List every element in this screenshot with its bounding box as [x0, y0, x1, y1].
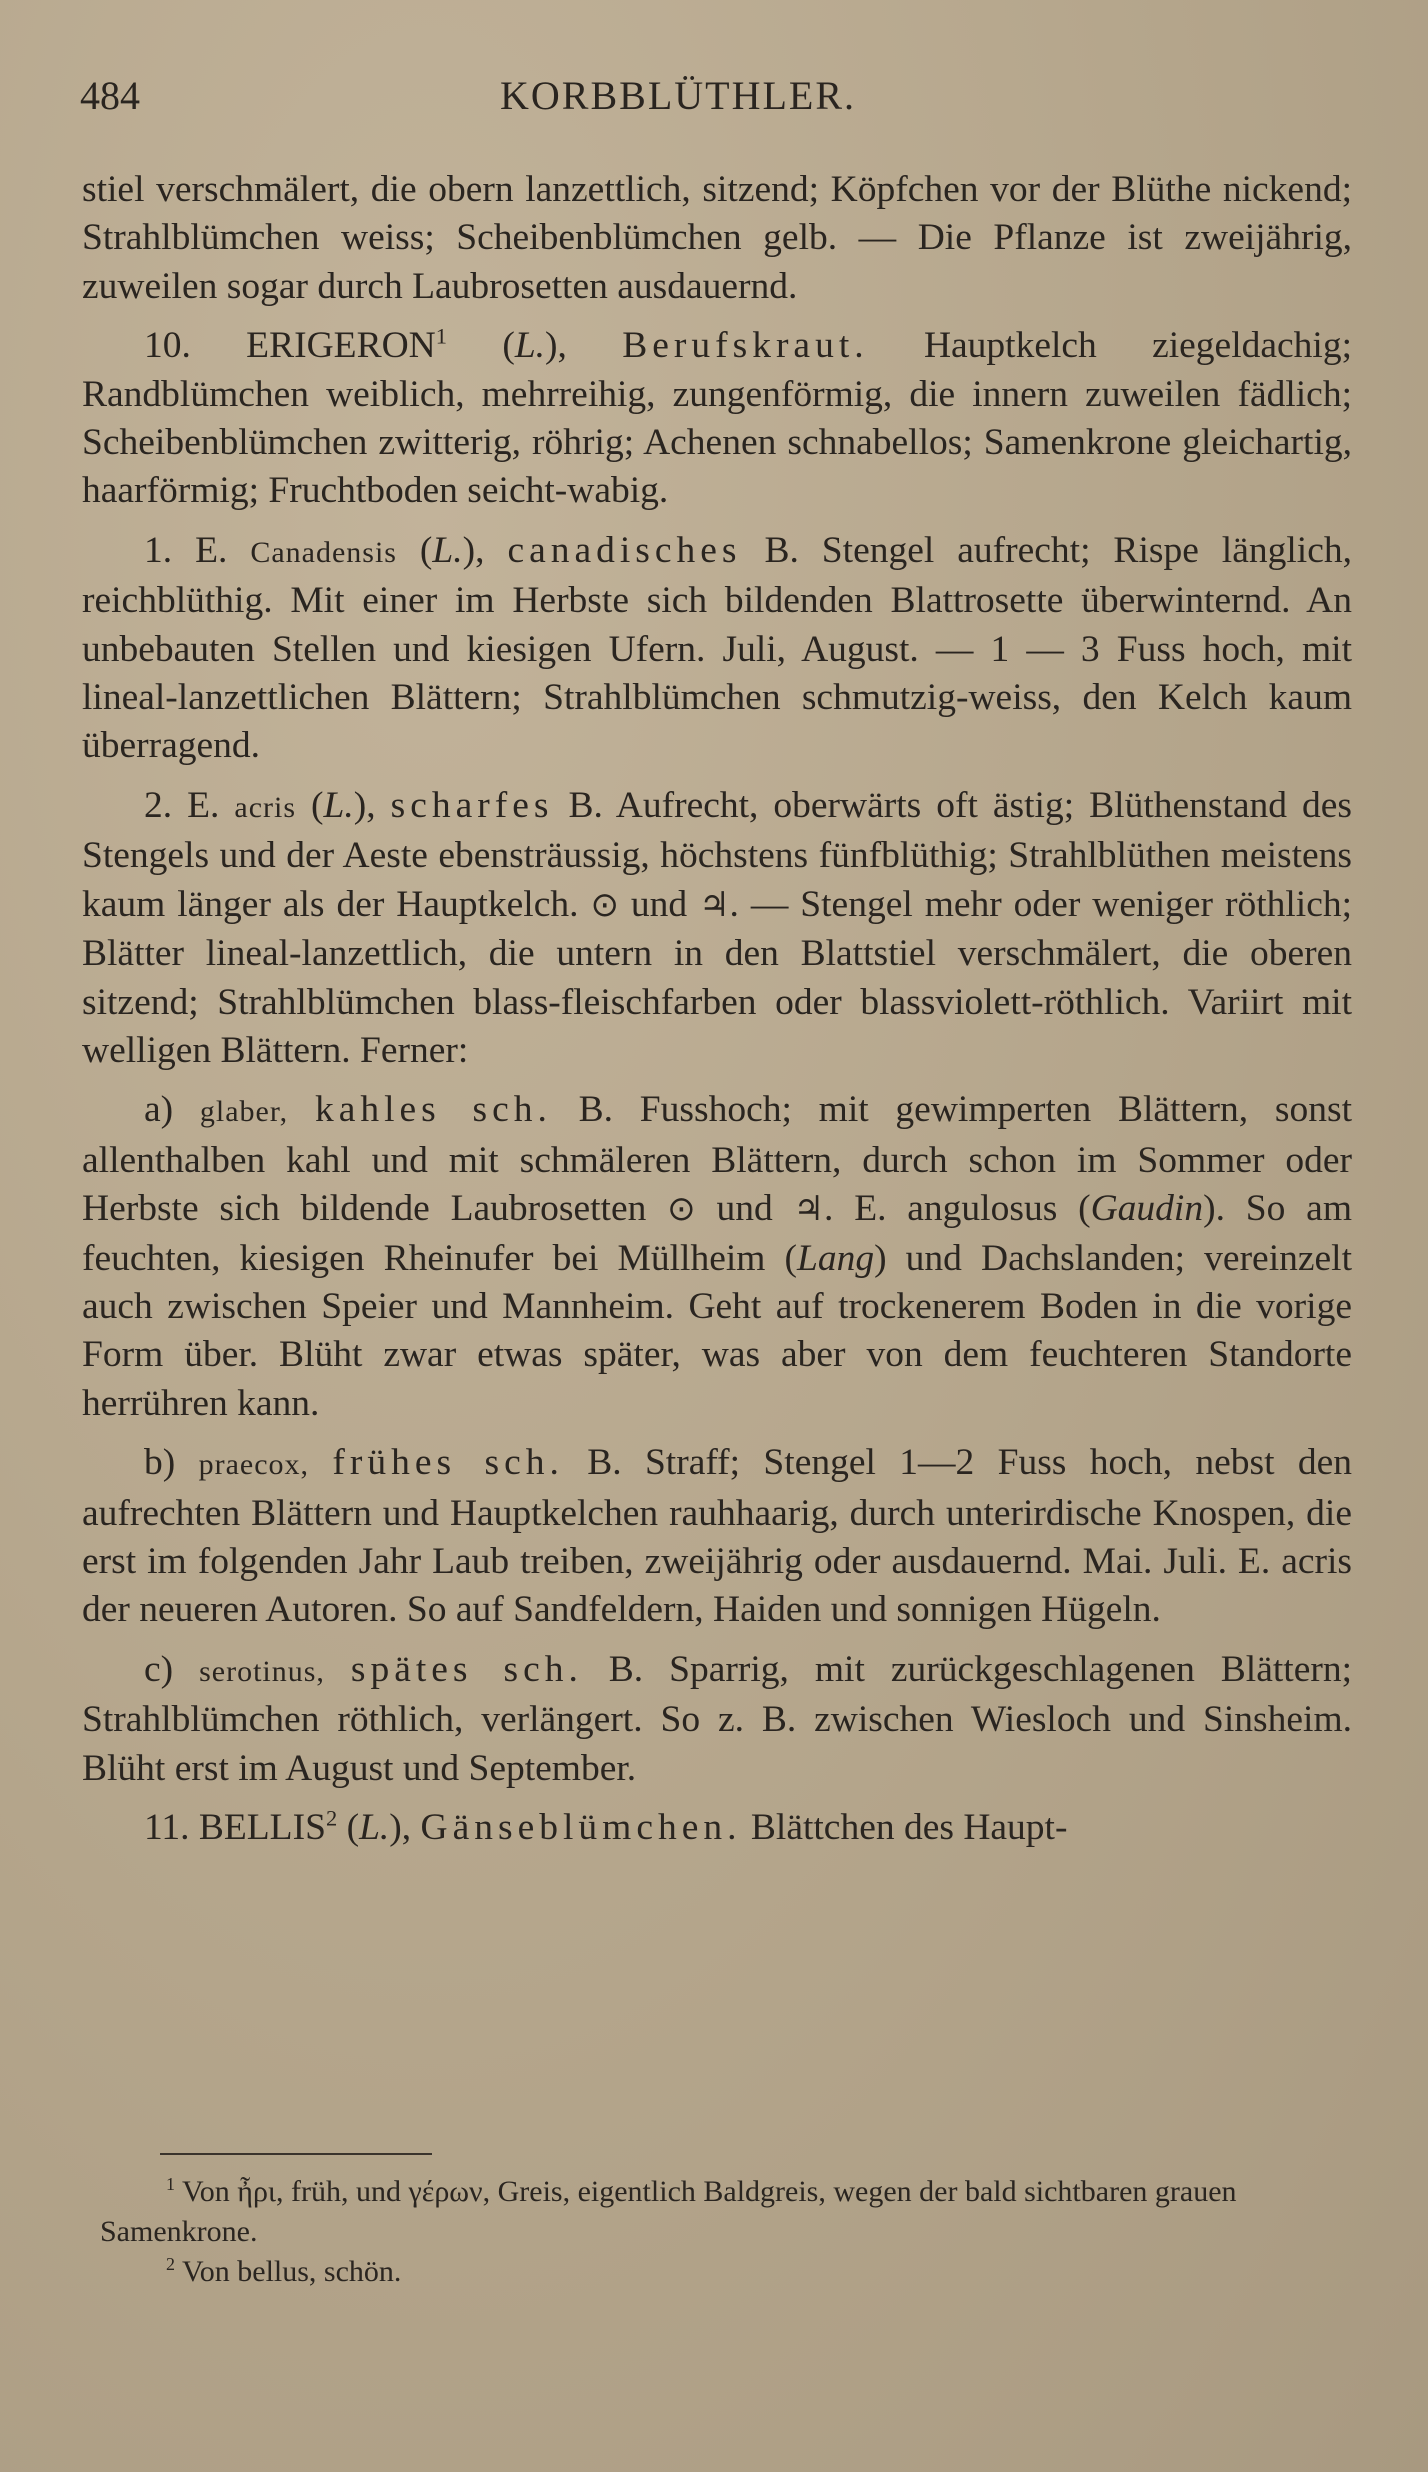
footnote-1: $^1$ Von ἦρι, früh, und γέρων, Greis, eigentlich Baldgreis, wegen der bald sichtbaren grauen Samenkrone. [100, 2174, 1237, 2248]
biennial-symbol-icon: ⊙ [667, 1191, 696, 1229]
paragraph-erigeron-genus: 10. ERIGERON$^1$ (L.), Berufskraut. Hauptkelch ziegeldachig; Randblümchen weiblich, mehrreihig, zungenförmig, die innern zuweilen fädlich; Scheibenblümchen zwitterig, röhrig; Achenen schnabellos; Samenkrone gleichartig, haarförmig; Fruchtboden seicht-wabig. [82, 323, 1352, 512]
paragraph-variety-praecox: b) praecox, frühes sch. B. Straff; Stengel 1—2 Fuss hoch, nebst den aufrechten Blättern und Hauptkelchen rauhhaarig, durch unterirdische Knospen, die erst im folgenden Jahr Laub treiben, zweijährig oder ausdauernd. Mai. Juli. E. acris der neueren Autoren. So auf Sandfeldern, Haiden und sonnigen Hügeln. [82, 1442, 1353, 1631]
perennial-symbol-icon: ♃ [793, 1191, 825, 1229]
paragraph-variety-glaber: a) glaber, kahles sch. B. Fusshoch; mit gewimperten Blättern, sonst allenthalben kahl und mit schmäleren Blättern, durch schon im Sommer oder Herbste sich bildende Laubrosetten ⊙ und ♃. E. angulosus (Gaudin). So am feuchten, kiesigen Rheinufer bei Müllheim (Lang) und Dachslanden; vereinzelt auch zwischen Speier und Mannheim. Geht auf trockenerem Boden in die vorige Form über. Blüht zwar etwas später, was aber von dem feuchteren Standorte herrühren kann. [82, 1089, 1352, 1424]
footnote-ref-2: 2 [325, 1805, 338, 1831]
paragraph-erigeron-canadensis: 1. E. Canadensis (L.), canadisches B. Stengel aufrecht; Rispe länglich, reichblüthig. Mit einer im Herbste sich bildenden Blattrosette überwinternd. An unbebauten Stellen und kiesigen Ufern. Juli, August. — 1 — 3 Fuss hoch, mit lineal-lanzettlichen Blättern; Strahlblümchen schmutzig-weiss, den Kelch kaum überragend. [82, 529, 1352, 767]
paragraph-erigeron-acris: 2. E. acris (L.), scharfes B. Aufrecht, oberwärts oft ästig; Blüthenstand des Stengels und der Aeste ebensträussig, höchstens fünfblüthig; Strahlblüthen meistens kaum länger als der Hauptkelch. ⊙ und ♃. — Stengel mehr oder weniger röthlich; Blätter lineal-lanzettlich, die untern in den Blattstiel verschmälert, die oberen sitzend; Strahlblümchen blass-fleischfarben oder blassviolett-röthlich. Variirt mit welligen Blättern. Ferner: [82, 784, 1353, 1071]
paragraph-continuation: stiel verschmälert, die obern lanzettlich, sitzend; Köpfchen vor der Blüthe nickend; Strahlblümchen weiss; Scheibenblümchen gelb. — Die Pflanze ist zweijährig, zuweilen sogar durch Laubrosetten ausdauernd. [82, 169, 1352, 307]
main-text [82, 166, 1352, 1863]
page-header [80, 72, 1350, 132]
paragraph-variety-serotinus: c) serotinus, spätes sch. B. Sparrig, mit zurückgeschlagenen Blättern; Strahlblümchen röthlich, verlängert. So z. B. zwischen Wiesloch und Sinsheim. Blüht erst im August und September. [82, 1648, 1352, 1789]
footnote-divider [160, 2153, 432, 2155]
perennial-symbol-icon: ♃ [699, 886, 730, 924]
footnote-ref-1: 1 [435, 323, 448, 349]
biennial-symbol-icon: ⊙ [590, 886, 619, 924]
footnotes [100, 2172, 1360, 2292]
footnote-2: $^2$ Von bellus, schön. [166, 2254, 402, 2288]
running-title: KORBBLÜTHLER. [500, 73, 856, 118]
page-number: 484 [80, 73, 140, 118]
paragraph-bellis-genus: 11. BELLIS$^2$ (L.), Gänseblümchen. Blättchen des Haupt- [144, 1805, 1068, 1848]
